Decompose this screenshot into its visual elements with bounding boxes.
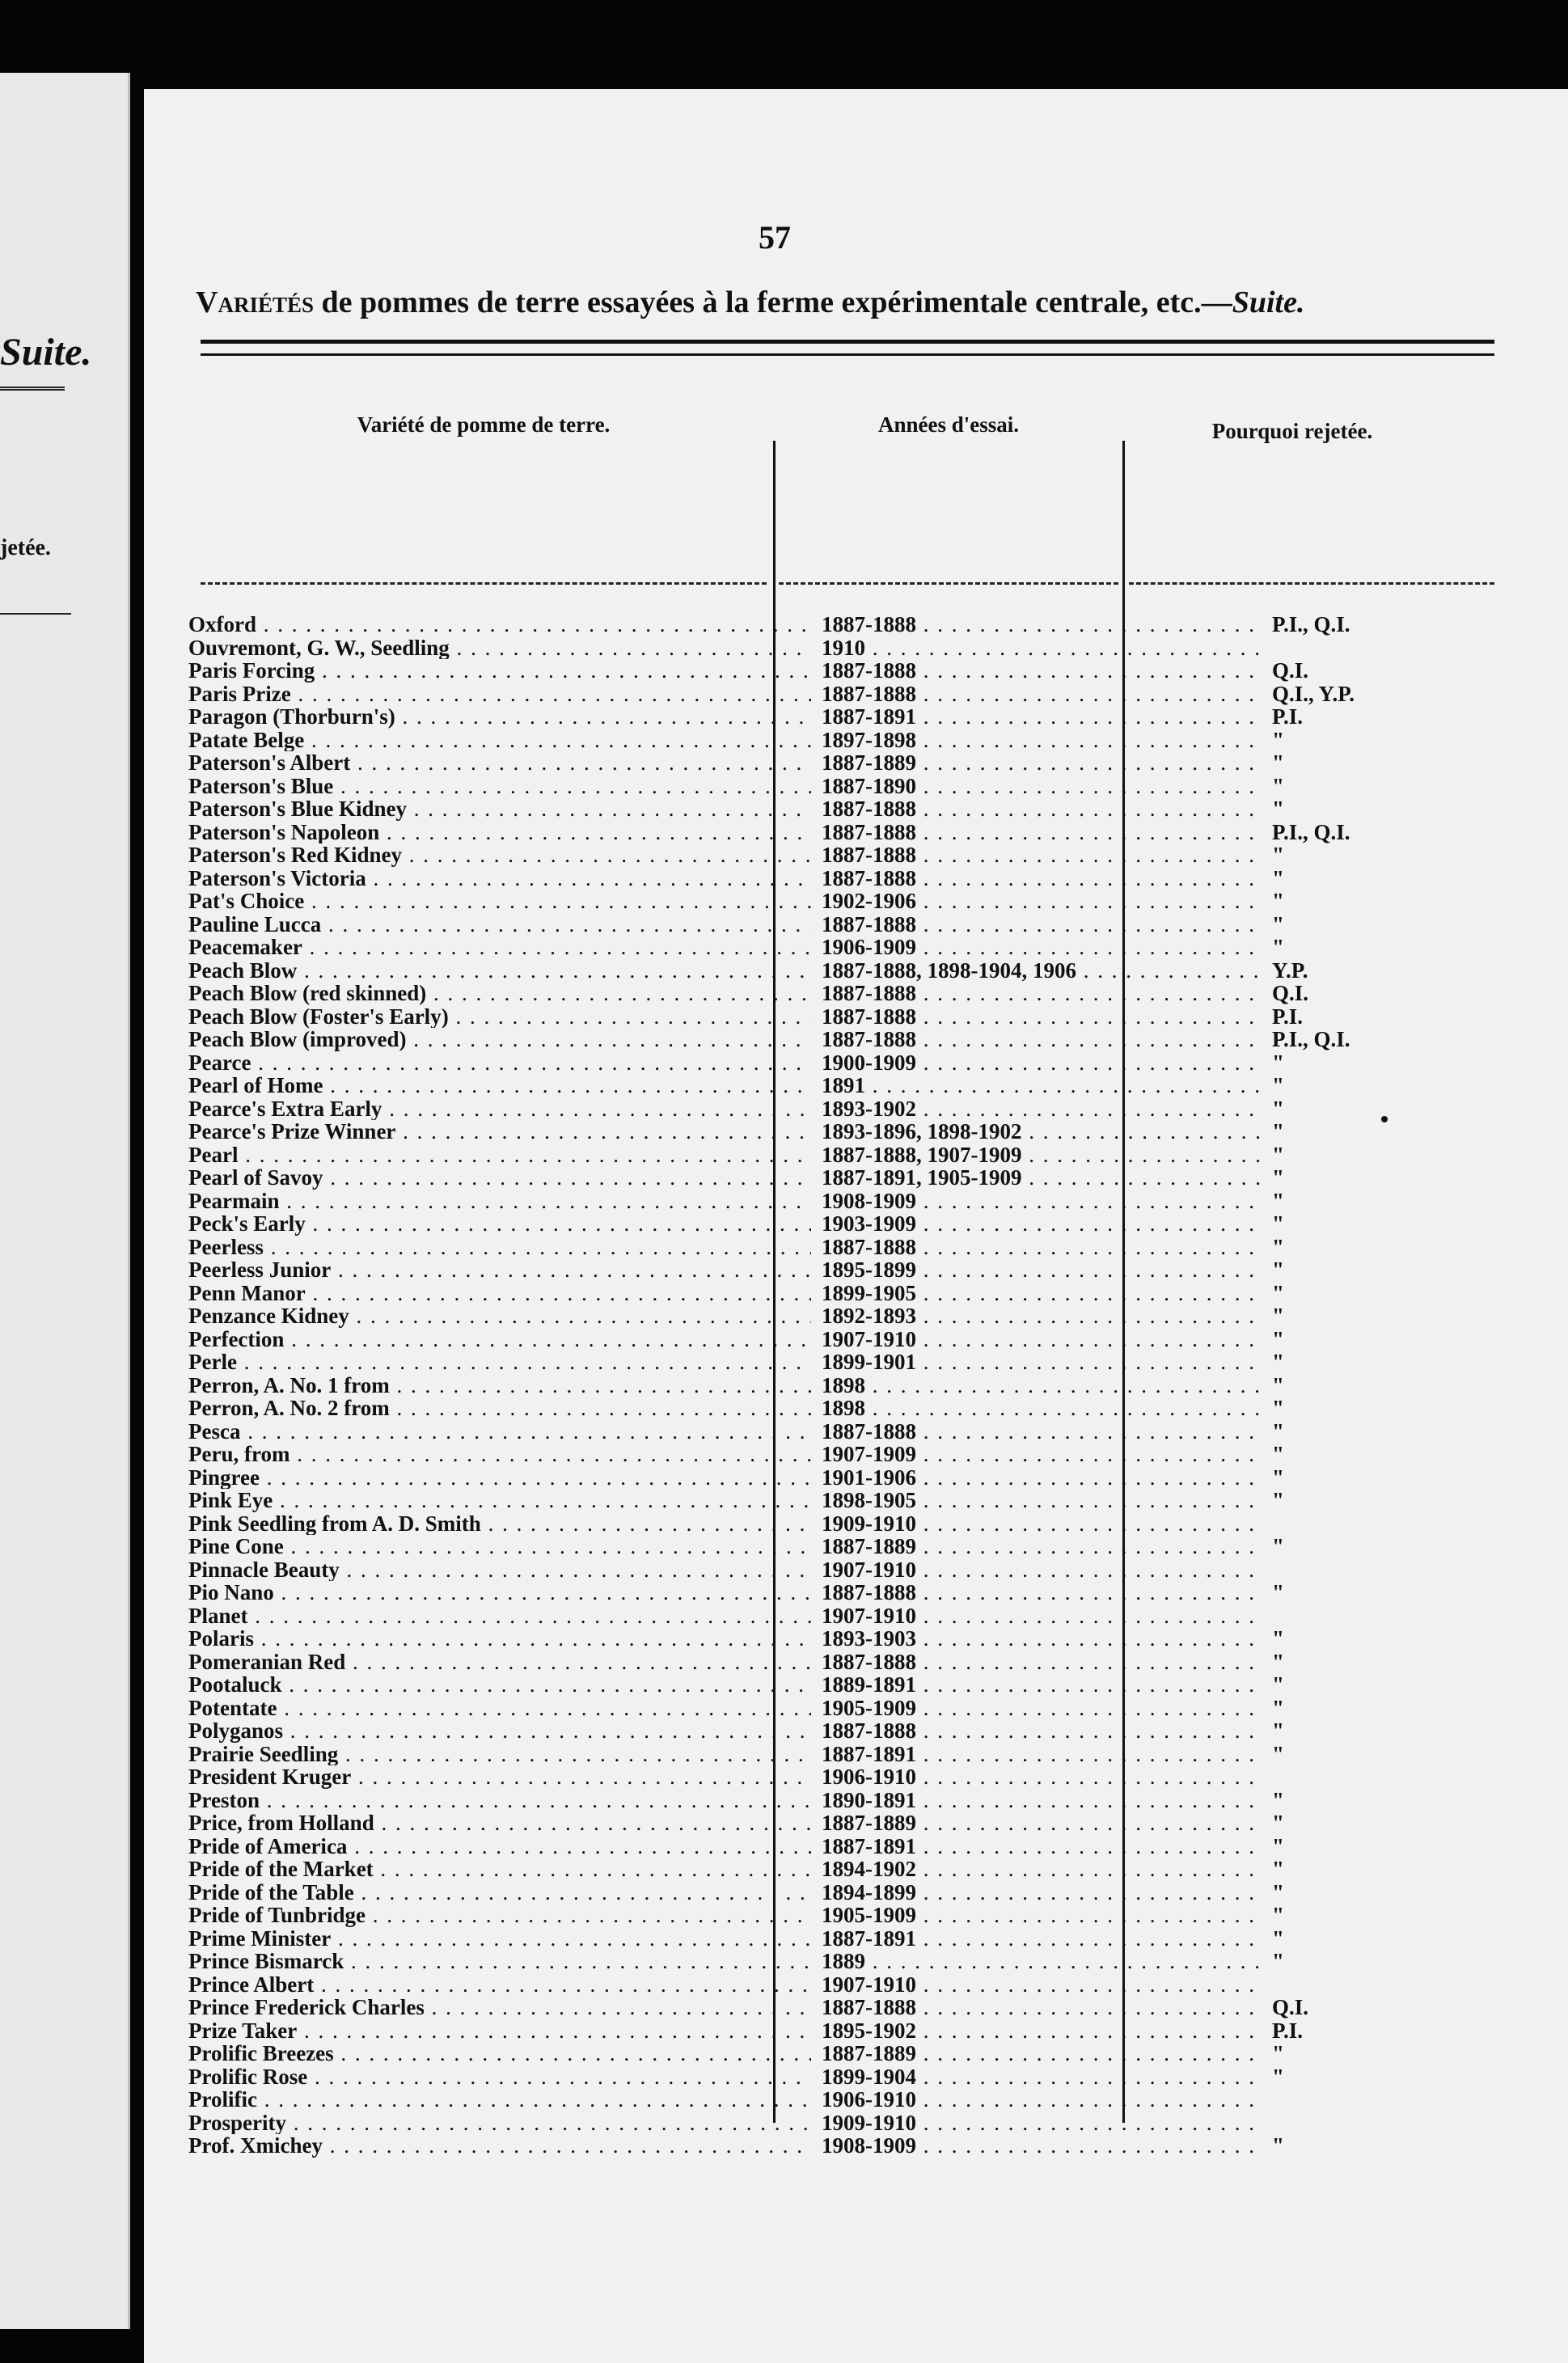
variety-name: Prof. Xmichey . . . bbox=[188, 2134, 811, 2158]
trial-years: 1906-1910 . . . bbox=[822, 1765, 1262, 1789]
table-row bbox=[144, 1719, 1568, 1743]
table-row bbox=[144, 1304, 1568, 1328]
trial-years: 1887-1888 . . . bbox=[822, 613, 1262, 636]
variety-name: Pride of the Table . . . bbox=[188, 1881, 811, 1904]
rejection-reason: " bbox=[1272, 1672, 1284, 1697]
table-row bbox=[144, 1973, 1568, 1997]
variety-name: Prosperity . . . bbox=[188, 2111, 811, 2135]
table-row bbox=[144, 867, 1568, 890]
trial-years: 1887-1888 . . . bbox=[822, 797, 1262, 821]
variety-name: Pomeranian Red . . . bbox=[188, 1651, 811, 1674]
table-row bbox=[144, 1996, 1568, 2019]
trial-years: 1887-1888 . . . bbox=[822, 1028, 1262, 1051]
rejection-reason: " bbox=[1272, 1372, 1284, 1397]
table-row bbox=[144, 1627, 1568, 1651]
variety-table bbox=[144, 613, 1568, 2158]
trial-years: 1887-1888 . . . bbox=[822, 1005, 1262, 1029]
variety-name: Paterson's Victoria . . . bbox=[188, 867, 811, 890]
variety-name: Pearce's Extra Early . . . bbox=[188, 1097, 811, 1121]
rejection-reason: P.I. bbox=[1272, 704, 1304, 729]
rejection-reason: " bbox=[1272, 843, 1284, 867]
rejection-reason: " bbox=[1272, 1718, 1284, 1743]
variety-name: Prime Minister . . . bbox=[188, 1927, 811, 1951]
trial-years: 1887-1888 . . . bbox=[822, 1996, 1262, 2019]
table-row bbox=[144, 705, 1568, 729]
table-row bbox=[144, 1051, 1568, 1075]
variety-name: Pootaluck . . . bbox=[188, 1673, 811, 1697]
variety-name: Pink Seedling from A. D. Smith . . . bbox=[188, 1512, 811, 1536]
previous-page-rule-2 bbox=[0, 613, 71, 615]
rejection-reason: " bbox=[1272, 1258, 1284, 1282]
column-header-reason: Pourquoi rejetée. bbox=[1211, 419, 1373, 443]
variety-name: Polaris . . . bbox=[188, 1627, 811, 1651]
page-speck bbox=[1381, 1116, 1388, 1122]
variety-name: Paterson's Napoleon . . . bbox=[188, 821, 811, 844]
page-number: 57 bbox=[759, 219, 791, 256]
rejection-reason: " bbox=[1272, 1649, 1284, 1674]
variety-name: Perfection . . . bbox=[188, 1328, 811, 1351]
table-row bbox=[144, 1374, 1568, 1397]
variety-name: Pride of Tunbridge . . . bbox=[188, 1904, 811, 1927]
trial-years: 1906-1910 . . . bbox=[822, 2088, 1262, 2111]
table-row bbox=[144, 1420, 1568, 1444]
rejection-reason: " bbox=[1272, 2064, 1284, 2089]
variety-name: Peerless Junior . . . bbox=[188, 1258, 811, 1282]
rejection-reason: " bbox=[1272, 1811, 1284, 1835]
variety-name: Peach Blow (Foster's Early) . . . bbox=[188, 1005, 811, 1029]
table-row bbox=[144, 659, 1568, 683]
title-lead: Variétés bbox=[196, 285, 314, 319]
table-row bbox=[144, 1881, 1568, 1904]
trial-years: 1899-1904 . . . bbox=[822, 2065, 1262, 2089]
variety-name: Pearce's Prize Winner . . . bbox=[188, 1120, 811, 1143]
trial-years: 1887-1888 . . . bbox=[822, 821, 1262, 844]
trial-years: 1907-1910 . . . bbox=[822, 1558, 1262, 1582]
table-row bbox=[144, 1443, 1568, 1466]
trial-years: 1887-1888 . . . bbox=[822, 1420, 1262, 1444]
table-row bbox=[144, 1765, 1568, 1789]
rejection-reason: Q.I. bbox=[1272, 1995, 1309, 2019]
table-row bbox=[144, 1811, 1568, 1835]
trial-years: 1887-1888 . . . bbox=[822, 982, 1262, 1005]
variety-name: Prolific Breezes . . . bbox=[188, 2042, 811, 2065]
rejection-reason: " bbox=[1272, 1833, 1284, 1858]
rejection-reason: P.I. bbox=[1272, 1004, 1304, 1029]
table-row bbox=[144, 636, 1568, 660]
variety-name: Pink Eye . . . bbox=[188, 1489, 811, 1512]
variety-name: Penn Manor . . . bbox=[188, 1282, 811, 1305]
table-row bbox=[144, 2019, 1568, 2043]
trial-years: 1891 . . . bbox=[822, 1074, 1262, 1097]
document-page bbox=[144, 89, 1568, 2363]
variety-name: Paragon (Thorburn's) . . . bbox=[188, 705, 811, 729]
table-row bbox=[144, 1282, 1568, 1305]
table-row bbox=[144, 1351, 1568, 1374]
variety-name: Prolific . . . bbox=[188, 2088, 811, 2111]
variety-name: Perle . . . bbox=[188, 1351, 811, 1374]
trial-years: 1887-1888 . . . bbox=[822, 867, 1262, 890]
trial-years: 1887-1888 . . . bbox=[822, 1651, 1262, 1674]
variety-name: Potentate . . . bbox=[188, 1697, 811, 1720]
trial-years: 1887-1888 . . . bbox=[822, 1236, 1262, 1259]
rejection-reason: " bbox=[1272, 1857, 1284, 1881]
rejection-reason: P.I., Q.I. bbox=[1272, 612, 1350, 636]
trial-years: 1909-1910 . . . bbox=[822, 2111, 1262, 2135]
variety-name: Patate Belge . . . bbox=[188, 729, 811, 752]
rejection-reason: " bbox=[1272, 1165, 1284, 1190]
trial-years: 1894-1902 . . . bbox=[822, 1858, 1262, 1881]
rejection-reason: " bbox=[1272, 1580, 1284, 1604]
table-row bbox=[144, 1858, 1568, 1881]
trial-years: 1909-1910 . . . bbox=[822, 1512, 1262, 1536]
rejection-reason: P.I., Q.I. bbox=[1272, 819, 1350, 844]
rejection-reason: " bbox=[1272, 1787, 1284, 1812]
trial-years: 1887-1888 . . . bbox=[822, 1581, 1262, 1604]
rejection-reason: " bbox=[1272, 727, 1284, 752]
variety-name: Penzance Kidney . . . bbox=[188, 1304, 811, 1328]
table-row bbox=[144, 1512, 1568, 1536]
variety-name: Prince Frederick Charles . . . bbox=[188, 1996, 811, 2019]
header-rule-variety bbox=[201, 582, 767, 585]
trial-years: 1898 . . . bbox=[822, 1397, 1262, 1420]
table-row bbox=[144, 1743, 1568, 1766]
table-row bbox=[144, 683, 1568, 706]
table-row bbox=[144, 982, 1568, 1005]
trial-years: 1903-1909 . . . bbox=[822, 1212, 1262, 1236]
table-row bbox=[144, 797, 1568, 821]
trial-years: 1887-1888, 1898-1904, 1906 . . . bbox=[822, 959, 1262, 983]
trial-years: 1887-1889 . . . bbox=[822, 751, 1262, 775]
rejection-reason: " bbox=[1272, 1211, 1284, 1236]
rejection-reason: " bbox=[1272, 1050, 1284, 1075]
page-title bbox=[196, 285, 1490, 320]
title-body: de pommes de terre essayées à la ferme expérimentale centrale, etc.— bbox=[314, 285, 1232, 319]
rejection-reason: " bbox=[1272, 889, 1284, 913]
variety-name: Pearl of Home . . . bbox=[188, 1074, 811, 1097]
trial-years: 1889 . . . bbox=[822, 1950, 1262, 1973]
rejection-reason: " bbox=[1272, 1234, 1284, 1259]
trial-years: 1895-1902 . . . bbox=[822, 2019, 1262, 2043]
trial-years: 1890-1891 . . . bbox=[822, 1789, 1262, 1812]
variety-name: Paterson's Albert . . . bbox=[188, 751, 811, 775]
trial-years: 1887-1888, 1907-1909 . . . bbox=[822, 1143, 1262, 1167]
rejection-reason: " bbox=[1272, 1879, 1284, 1904]
table-row bbox=[144, 1005, 1568, 1029]
trial-years: 1887-1891, 1905-1909 . . . bbox=[822, 1166, 1262, 1190]
table-row bbox=[144, 1904, 1568, 1927]
rejection-reason: Q.I. bbox=[1272, 981, 1309, 1005]
rejection-reason: " bbox=[1272, 1304, 1284, 1328]
rejection-reason: " bbox=[1272, 1534, 1284, 1558]
rejection-reason: " bbox=[1272, 2133, 1284, 2158]
table-row bbox=[144, 2111, 1568, 2135]
variety-name: Pride of America . . . bbox=[188, 1835, 811, 1858]
trial-years: 1887-1888 . . . bbox=[822, 659, 1262, 683]
table-row bbox=[144, 751, 1568, 775]
variety-name: Pearce . . . bbox=[188, 1051, 811, 1075]
trial-years: 1907-1910 . . . bbox=[822, 1604, 1262, 1628]
table-row bbox=[144, 1927, 1568, 1951]
variety-name: Prince Bismarck . . . bbox=[188, 1950, 811, 1973]
table-row bbox=[144, 1236, 1568, 1259]
variety-name: Ouvremont, G. W., Seedling . . . bbox=[188, 636, 811, 660]
trial-years: 1889-1891 . . . bbox=[822, 1673, 1262, 1697]
variety-name: Pinnacle Beauty . . . bbox=[188, 1558, 811, 1582]
trial-years: 1900-1909 . . . bbox=[822, 1051, 1262, 1075]
table-row bbox=[144, 1028, 1568, 1051]
column-header-years: Années d'essai. bbox=[877, 412, 1020, 437]
rejection-reason: " bbox=[1272, 1903, 1284, 1927]
table-row bbox=[144, 821, 1568, 844]
trial-years: 1887-1891 . . . bbox=[822, 705, 1262, 729]
trial-years: 1902-1906 . . . bbox=[822, 890, 1262, 913]
rejection-reason: " bbox=[1272, 1280, 1284, 1305]
variety-name: Paterson's Red Kidney . . . bbox=[188, 843, 811, 867]
variety-name: Oxford . . . bbox=[188, 613, 811, 636]
table-row bbox=[144, 1697, 1568, 1720]
rejection-reason: " bbox=[1272, 1442, 1284, 1466]
table-row bbox=[144, 1466, 1568, 1490]
trial-years: 1887-1888 . . . bbox=[822, 683, 1262, 706]
table-row bbox=[144, 843, 1568, 867]
trial-years: 1887-1888 . . . bbox=[822, 1719, 1262, 1743]
trial-years: 1905-1909 . . . bbox=[822, 1697, 1262, 1720]
trial-years: 1892-1893 . . . bbox=[822, 1304, 1262, 1328]
rejection-reason: " bbox=[1272, 1119, 1284, 1143]
rejection-reason: " bbox=[1272, 1949, 1284, 1973]
table-row bbox=[144, 959, 1568, 983]
table-row bbox=[144, 613, 1568, 636]
trial-years: 1887-1889 . . . bbox=[822, 1535, 1262, 1558]
variety-name: Pingree . . . bbox=[188, 1466, 811, 1490]
table-row bbox=[144, 1489, 1568, 1512]
rejection-reason: " bbox=[1272, 773, 1284, 798]
variety-name: Pat's Choice . . . bbox=[188, 890, 811, 913]
variety-name: Perron, A. No. 1 from . . . bbox=[188, 1374, 811, 1397]
variety-name: Paterson's Blue Kidney . . . bbox=[188, 797, 811, 821]
rejection-reason: Y.P. bbox=[1272, 957, 1308, 983]
trial-years: 1887-1891 . . . bbox=[822, 1743, 1262, 1766]
rejection-reason: " bbox=[1272, 1188, 1284, 1213]
header-rule-reason bbox=[1129, 582, 1494, 585]
table-row bbox=[144, 1581, 1568, 1604]
table-row bbox=[144, 1558, 1568, 1582]
table-row bbox=[144, 1651, 1568, 1674]
trial-years: 1887-1891 . . . bbox=[822, 1835, 1262, 1858]
table-row bbox=[144, 1673, 1568, 1697]
trial-years: 1887-1890 . . . bbox=[822, 775, 1262, 798]
table-row bbox=[144, 775, 1568, 798]
rejection-reason: " bbox=[1272, 1396, 1284, 1420]
rejection-reason: " bbox=[1272, 750, 1284, 775]
table-row bbox=[144, 1190, 1568, 1213]
table-row bbox=[144, 2042, 1568, 2065]
rejection-reason: " bbox=[1272, 1326, 1284, 1351]
rejection-reason: " bbox=[1272, 1465, 1284, 1490]
trial-years: 1899-1901 . . . bbox=[822, 1351, 1262, 1374]
trial-years: 1906-1909 . . . bbox=[822, 936, 1262, 959]
rejection-reason: " bbox=[1272, 1925, 1284, 1951]
table-row bbox=[144, 1166, 1568, 1190]
variety-name: Peerless . . . bbox=[188, 1236, 811, 1259]
previous-page-edge bbox=[0, 73, 130, 2329]
rejection-reason: " bbox=[1272, 911, 1284, 936]
variety-name: President Kruger . . . bbox=[188, 1765, 811, 1789]
variety-name: Prairie Seedling . . . bbox=[188, 1743, 811, 1766]
table-row bbox=[144, 1835, 1568, 1858]
rejection-reason: " bbox=[1272, 1488, 1284, 1512]
rejection-reason: " bbox=[1272, 865, 1284, 890]
rejection-reason: " bbox=[1272, 1350, 1284, 1374]
rejection-reason: P.I. bbox=[1272, 2018, 1304, 2043]
previous-page-rule bbox=[0, 387, 65, 391]
column-header-variety: Variété de pomme de terre. bbox=[357, 412, 611, 437]
variety-name: Peru, from . . . bbox=[188, 1443, 811, 1466]
table-row bbox=[144, 2134, 1568, 2158]
variety-name: Pearl of Savoy . . . bbox=[188, 1166, 811, 1190]
rejection-reason: " bbox=[1272, 1695, 1284, 1720]
table-row bbox=[144, 1950, 1568, 1973]
table-row bbox=[144, 1143, 1568, 1167]
variety-name: Peach Blow (improved) . . . bbox=[188, 1028, 811, 1051]
table-row bbox=[144, 1604, 1568, 1628]
trial-years: 1887-1888 . . . bbox=[822, 843, 1262, 867]
title-suite: Suite. bbox=[1232, 285, 1305, 319]
table-row bbox=[144, 1258, 1568, 1282]
table-row bbox=[144, 913, 1568, 936]
trial-years: 1907-1910 . . . bbox=[822, 1328, 1262, 1351]
table-row bbox=[144, 1212, 1568, 1236]
previous-page-title-fragment: Suite. bbox=[0, 331, 92, 374]
table-row bbox=[144, 1397, 1568, 1420]
rejection-reason: " bbox=[1272, 1626, 1284, 1651]
variety-name: Peach Blow . . . bbox=[188, 959, 811, 983]
trial-years: 1893-1896, 1898-1902 . . . bbox=[822, 1120, 1262, 1143]
rejection-reason: P.I., Q.I. bbox=[1272, 1027, 1350, 1051]
table-row bbox=[144, 1535, 1568, 1558]
trial-years: 1905-1909 . . . bbox=[822, 1904, 1262, 1927]
trial-years: 1887-1889 . . . bbox=[822, 1811, 1262, 1835]
table-row bbox=[144, 936, 1568, 959]
table-row bbox=[144, 1120, 1568, 1143]
rejection-reason: " bbox=[1272, 1096, 1284, 1121]
trial-years: 1898 . . . bbox=[822, 1374, 1262, 1397]
variety-name: Peach Blow (red skinned) . . . bbox=[188, 982, 811, 1005]
variety-name: Peacemaker . . . bbox=[188, 936, 811, 959]
variety-name: Pearmain . . . bbox=[188, 1190, 811, 1213]
table-row bbox=[144, 1097, 1568, 1121]
trial-years: 1895-1899 . . . bbox=[822, 1258, 1262, 1282]
variety-name: Peck's Early . . . bbox=[188, 1212, 811, 1236]
table-row bbox=[144, 1789, 1568, 1812]
trial-years: 1908-1909 . . . bbox=[822, 1190, 1262, 1213]
rejection-reason: " bbox=[1272, 1073, 1284, 1097]
trial-years: 1887-1891 . . . bbox=[822, 1927, 1262, 1951]
variety-name: Polyganos . . . bbox=[188, 1719, 811, 1743]
variety-name: Pesca . . . bbox=[188, 1420, 811, 1444]
table-row bbox=[144, 890, 1568, 913]
trial-years: 1887-1889 . . . bbox=[822, 2042, 1262, 2065]
variety-name: Prince Albert . . . bbox=[188, 1973, 811, 1997]
rejection-reason: " bbox=[1272, 935, 1284, 959]
table-row bbox=[144, 2088, 1568, 2111]
variety-name: Planet . . . bbox=[188, 1604, 811, 1628]
rejection-reason: Q.I., Y.P. bbox=[1272, 681, 1355, 706]
rejection-reason: " bbox=[1272, 797, 1284, 821]
table-row bbox=[144, 2065, 1568, 2089]
variety-name: Perron, A. No. 2 from . . . bbox=[188, 1397, 811, 1420]
variety-name: Pride of the Market . . . bbox=[188, 1858, 811, 1881]
trial-years: 1893-1902 . . . bbox=[822, 1097, 1262, 1121]
trial-years: 1899-1905 . . . bbox=[822, 1282, 1262, 1305]
variety-name: Prolific Rose . . . bbox=[188, 2065, 811, 2089]
rejection-reason: " bbox=[1272, 1418, 1284, 1444]
trial-years: 1898-1905 . . . bbox=[822, 1489, 1262, 1512]
variety-name: Paterson's Blue . . . bbox=[188, 775, 811, 798]
variety-name: Pio Nano . . . bbox=[188, 1581, 811, 1604]
title-double-rule bbox=[201, 340, 1494, 356]
table-row bbox=[144, 1074, 1568, 1097]
variety-name: Pauline Lucca . . . bbox=[188, 913, 811, 936]
trial-years: 1887-1888 . . . bbox=[822, 913, 1262, 936]
variety-name: Pine Cone . . . bbox=[188, 1535, 811, 1558]
trial-years: 1907-1909 . . . bbox=[822, 1443, 1262, 1466]
trial-years: 1893-1903 . . . bbox=[822, 1627, 1262, 1651]
variety-name: Paris Prize . . . bbox=[188, 683, 811, 706]
variety-name: Price, from Holland . . . bbox=[188, 1811, 811, 1835]
trial-years: 1908-1909 . . . bbox=[822, 2134, 1262, 2158]
trial-years: 1907-1910 . . . bbox=[822, 1973, 1262, 1997]
trial-years: 1901-1906 . . . bbox=[822, 1466, 1262, 1490]
table-row bbox=[144, 1328, 1568, 1351]
trial-years: 1894-1899 . . . bbox=[822, 1881, 1262, 1904]
variety-name: Preston . . . bbox=[188, 1789, 811, 1812]
rejection-reason: " bbox=[1272, 1142, 1284, 1167]
trial-years: 1910 . . . bbox=[822, 636, 1262, 660]
rejection-reason: " bbox=[1272, 2041, 1284, 2065]
previous-page-header-fragment: jetée. bbox=[0, 535, 51, 560]
variety-name: Prize Taker . . . bbox=[188, 2019, 811, 2043]
rejection-reason: Q.I. bbox=[1272, 658, 1309, 683]
header-rule-years bbox=[779, 582, 1118, 585]
variety-name: Pearl . . . bbox=[188, 1143, 811, 1167]
variety-name: Paris Forcing . . . bbox=[188, 659, 811, 683]
trial-years: 1897-1898 . . . bbox=[822, 729, 1262, 752]
table-row bbox=[144, 729, 1568, 752]
rejection-reason: " bbox=[1272, 1741, 1284, 1766]
